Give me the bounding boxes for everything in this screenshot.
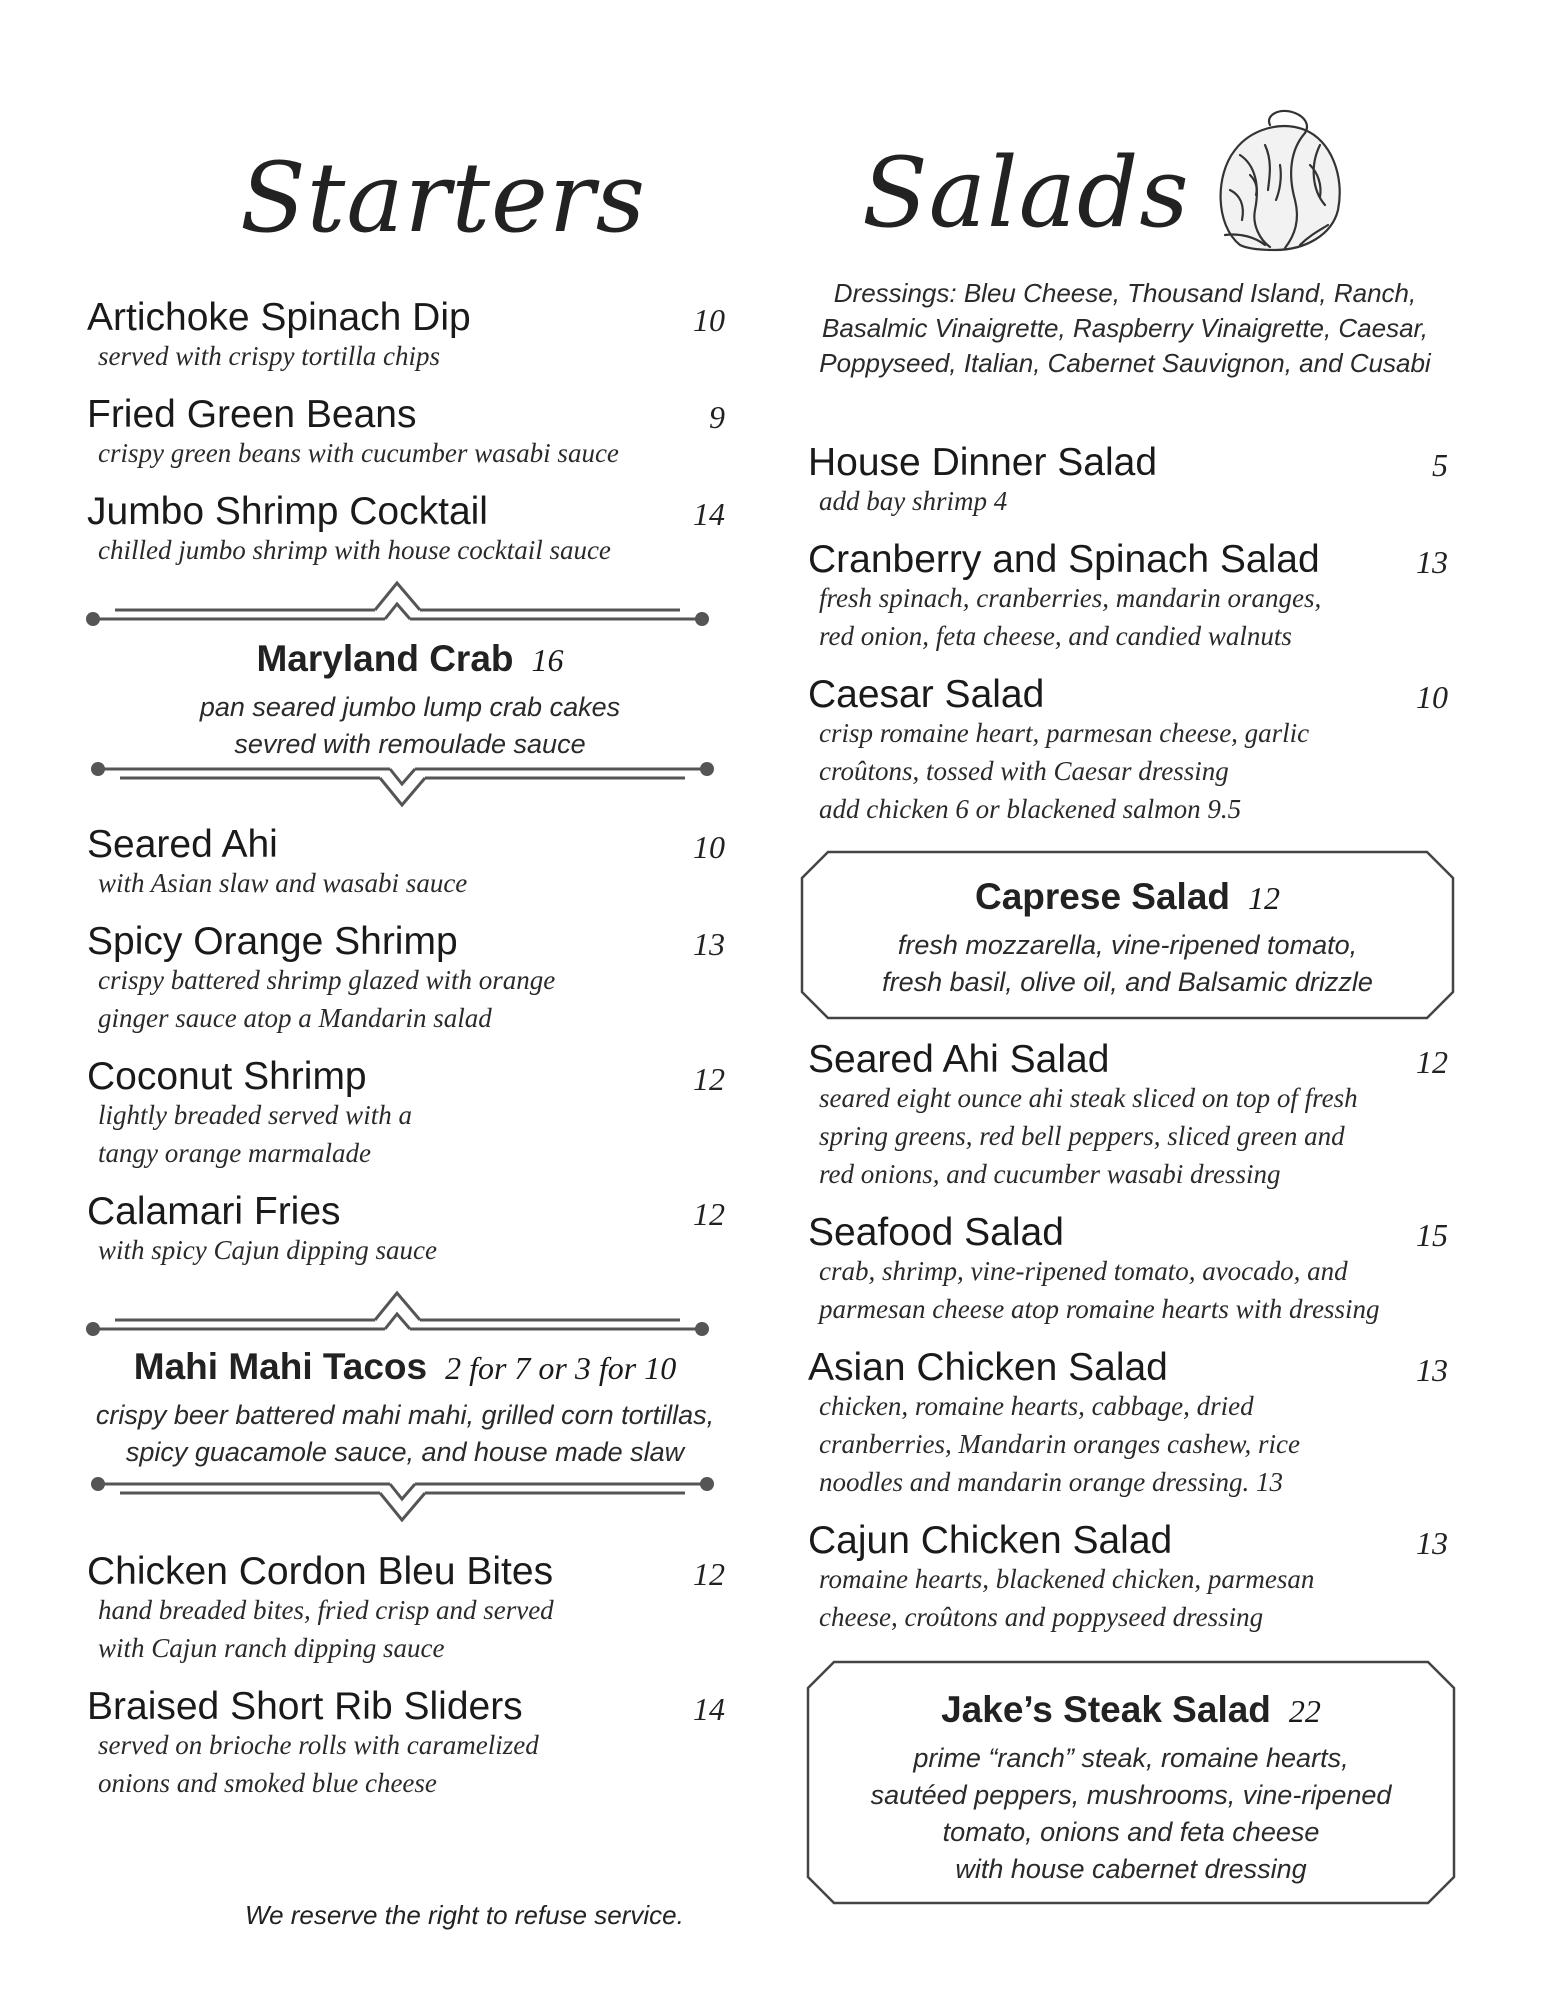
item-description: red onion, feta cheese, and candied walnuts <box>819 621 1292 651</box>
menu-item <box>808 1213 1448 1328</box>
featured-name: Maryland Crab <box>256 638 514 679</box>
featured-description: with house cabernet dressing <box>955 1854 1307 1884</box>
item-description: crispy green beans with cucumber wasabi sauce <box>98 438 619 468</box>
item-description: parmesan cheese atop romaine hearts with dressing <box>819 1294 1380 1324</box>
item-name: Seared Ahi Salad <box>808 1038 1110 1081</box>
item-name: Artichoke Spinach Dip <box>87 296 471 339</box>
featured-name: Jake’s Steak Salad <box>941 1689 1271 1730</box>
featured-item <box>800 875 1455 1001</box>
menu-item <box>87 492 725 569</box>
menu-item <box>808 1348 1448 1501</box>
featured-description: fresh basil, olive oil, and Balsamic drizzle <box>882 967 1373 997</box>
menu-item <box>87 1687 725 1802</box>
item-description: cranberries, Mandarin oranges cashew, rice <box>819 1429 1300 1459</box>
item-description: crab, shrimp, vine-ripened tomato, avocado, and <box>819 1256 1348 1286</box>
item-description: crisp romaine heart, parmesan cheese, garlic <box>819 718 1310 748</box>
item-price: 13 <box>1416 1352 1448 1388</box>
item-name: Asian Chicken Salad <box>808 1346 1168 1389</box>
item-description: lightly breaded served with a <box>98 1100 412 1130</box>
item-description: croûtons, tossed with Caesar dressing <box>819 756 1229 786</box>
menu-item <box>87 1552 725 1667</box>
menu-item <box>808 443 1448 520</box>
featured-price: 12 <box>1248 880 1281 916</box>
item-description: cheese, croûtons and poppyseed dressing <box>819 1602 1264 1632</box>
item-name: Calamari Fries <box>87 1190 341 1233</box>
item-description: romaine hearts, blackened chicken, parmesan <box>819 1564 1315 1594</box>
item-price: 12 <box>693 1196 725 1232</box>
item-description: tangy orange marmalade <box>98 1138 371 1168</box>
item-description: spring greens, red bell peppers, sliced green and <box>819 1121 1345 1151</box>
item-name: Cajun Chicken Salad <box>808 1519 1173 1562</box>
cabbage-icon <box>1210 105 1350 255</box>
dressings-line: Poppyseed, Italian, Cabernet Sauvignon, and Cusabi <box>819 348 1431 378</box>
item-description: with spicy Cajun dipping sauce <box>98 1235 437 1265</box>
item-description: add chicken 6 or blackened salmon 9.5 <box>819 794 1242 824</box>
item-description: fresh spinach, cranberries, mandarin oranges, <box>819 583 1322 613</box>
item-price: 12 <box>1416 1044 1448 1080</box>
item-price: 10 <box>1416 679 1448 715</box>
item-name: Braised Short Rib Sliders <box>87 1685 523 1728</box>
item-price: 13 <box>1416 544 1448 580</box>
item-name: Spicy Orange Shrimp <box>87 920 458 963</box>
menu-item <box>808 1521 1448 1636</box>
featured-description: spicy guacamole sauce, and house made slaw <box>125 1437 685 1467</box>
item-description: add bay shrimp 4 <box>819 486 1008 516</box>
featured-description: pan seared jumbo lump crab cakes <box>199 692 621 722</box>
featured-name: Caprese Salad <box>974 876 1231 917</box>
item-description: ginger sauce atop a Mandarin salad <box>98 1003 492 1033</box>
item-price: 14 <box>693 496 725 532</box>
featured-description: fresh mozzarella, vine-ripened tomato, <box>897 930 1358 960</box>
item-name: Caesar Salad <box>808 673 1045 716</box>
item-name: Cranberry and Spinach Salad <box>808 538 1320 581</box>
item-description: noodles and mandarin orange dressing. 13 <box>819 1467 1283 1497</box>
item-name: Seafood Salad <box>808 1211 1064 1254</box>
footer-note: We reserve the right to refuse service. <box>245 1900 684 1930</box>
menu-item <box>87 395 725 472</box>
featured-description: sevred with remoulade sauce <box>234 729 586 759</box>
item-description: hand breaded bites, fried crisp and served <box>98 1595 554 1625</box>
item-price: 5 <box>1432 447 1448 483</box>
item-description: with Cajun ranch dipping sauce <box>98 1633 445 1663</box>
featured-price: 2 for 7 or 3 for 10 <box>445 1350 677 1386</box>
featured-price: 16 <box>531 642 564 678</box>
menu-item <box>87 825 725 902</box>
dressings-line: Dressings: Bleu Cheese, Thousand Island, Ranch, <box>833 278 1417 308</box>
item-price: 15 <box>1416 1217 1448 1253</box>
item-price: 12 <box>693 1556 725 1592</box>
dressings-line: Basalmic Vinaigrette, Raspberry Vinaigrette, Caesar, <box>821 313 1428 343</box>
item-name: Chicken Cordon Bleu Bites <box>87 1550 554 1593</box>
item-description: red onions, and cucumber wasabi dressing <box>819 1159 1281 1189</box>
item-description: served on brioche rolls with caramelized <box>98 1730 539 1760</box>
ornamental-divider <box>85 575 710 635</box>
featured-item <box>60 1345 750 1471</box>
item-price: 12 <box>693 1061 725 1097</box>
featured-name: Mahi Mahi Tacos <box>133 1346 428 1387</box>
menu-item <box>808 540 1448 655</box>
featured-description: prime “ranch” steak, romaine hearts, <box>913 1743 1349 1773</box>
item-name: Jumbo Shrimp Cocktail <box>87 490 488 533</box>
item-name: Fried Green Beans <box>87 393 417 436</box>
item-description: crispy battered shrimp glazed with orange <box>98 965 556 995</box>
ornamental-divider <box>90 755 715 815</box>
featured-item <box>806 1688 1456 1888</box>
starters-title: Starters <box>240 142 647 254</box>
menu-item <box>808 675 1448 828</box>
item-description: with Asian slaw and wasabi sauce <box>98 868 468 898</box>
featured-description: sautéed peppers, mushrooms, vine-ripened <box>870 1780 1392 1810</box>
item-price: 13 <box>693 926 725 962</box>
featured-item <box>110 637 710 763</box>
item-name: Seared Ahi <box>87 823 278 866</box>
item-price: 10 <box>693 302 725 338</box>
item-description: seared eight ounce ahi steak sliced on top of fresh <box>819 1083 1358 1113</box>
item-price: 13 <box>1416 1525 1448 1561</box>
featured-price: 22 <box>1288 1693 1321 1729</box>
item-price: 9 <box>709 399 725 435</box>
item-name: House Dinner Salad <box>808 441 1158 484</box>
salads-title: Salads <box>862 137 1190 249</box>
item-price: 14 <box>693 1691 725 1727</box>
item-name: Coconut Shrimp <box>87 1055 367 1098</box>
item-description: chicken, romaine hearts, cabbage, dried <box>819 1391 1254 1421</box>
menu-item <box>87 298 725 375</box>
item-description: served with crispy tortilla chips <box>98 341 440 371</box>
item-description: onions and smoked blue cheese <box>98 1768 437 1798</box>
featured-description: crispy beer battered mahi mahi, grilled corn tortillas, <box>95 1400 715 1430</box>
menu-item <box>87 1192 725 1269</box>
item-description: chilled jumbo shrimp with house cocktail sauce <box>98 535 611 565</box>
dressings-list <box>790 276 1460 381</box>
item-price: 10 <box>693 829 725 865</box>
ornamental-divider <box>90 1470 715 1530</box>
menu-item <box>87 922 725 1037</box>
menu-item <box>87 1057 725 1172</box>
ornamental-divider <box>85 1285 710 1345</box>
featured-description: tomato, onions and feta cheese <box>942 1817 1320 1847</box>
menu-item <box>808 1040 1448 1193</box>
